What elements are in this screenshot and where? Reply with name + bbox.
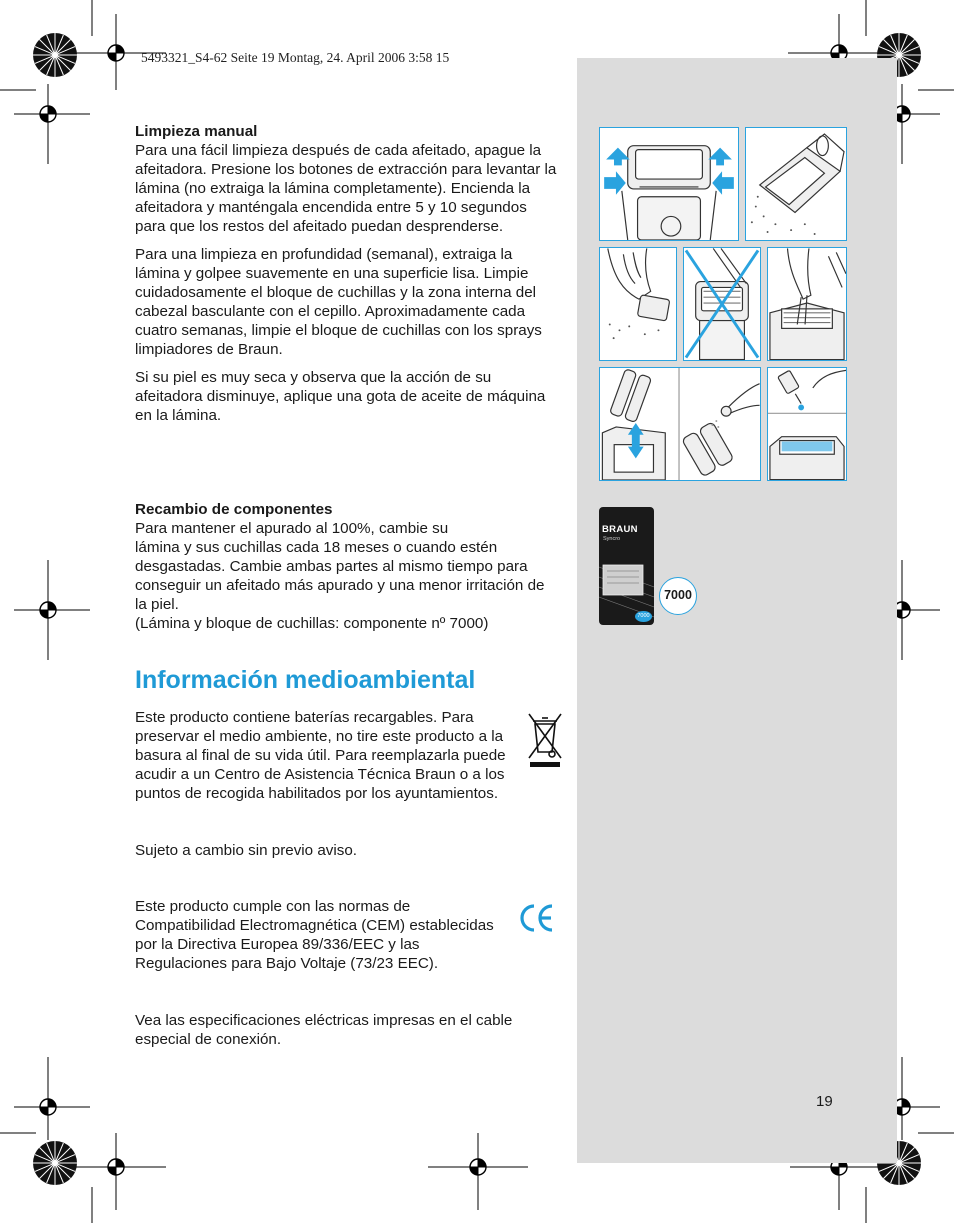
manual-cleaning-heading: Limpieza manual [135,123,258,140]
replacement-part-package [599,507,654,625]
notice-text: Sujeto a cambio sin previo aviso. [135,842,358,859]
illustration-spray-cutter [599,367,761,481]
illustration-release-foil [599,127,739,241]
environment-paragraph: Este producto contiene baterías recargables. Para preservar el medio ambiente, no tire este producto a la basura al final de su vida útil. Para reemplazarla puede acudir a un Centro de Asistencia Técnica Braun o a los puntos de recogida habilitados por los ayuntamientos. [135,709,506,802]
ce-mark-icon [516,898,556,938]
environment-section [135,708,565,803]
manual-cleaning-paragraph-1: Para una fácil limpieza después de cada afeitado, apague la afeitadora. Presione los botones de extracción para levantar la lámina (no extraiga la lámina completamente). Encienda la afeitadora y manténgala encendida entre 5 y 10 segundos para que los restos del afeitado puedan desprenderse. [135,142,557,235]
manual-cleaning-section [135,122,560,425]
ce-compliance-text: Este producto cumple con las normas de Compatibilidad Electromagnética (CEM) establecidas por la Directiva Europea 89/336/EEC y las Regulaciones para Bajo Voltaje (73/23 EEC). [135,898,494,972]
manual-cleaning-paragraph-2: Para una limpieza en profundidad (semanal), extraiga la lámina y golpee suavemente en una superficie lisa. Limpie cuidadosamente el bloque de cuchillas y la zona interna del cabezal basculante con el cepillo. Aproximadamente cada cuatro semanas, limpie el bloque de cuchillas con los sprays limpiadores de Braun. [135,246,542,358]
illustration-tap-foil [599,247,677,361]
illustration-brush-cutter [767,247,847,361]
illustration-oil-drop [767,367,847,481]
illustration-do-not-brush-foil [683,247,761,361]
package-part-badge: 7000 [635,611,652,622]
environment-heading: Información medioambiental [135,666,476,694]
package-brand-logo: BRAUN [602,524,638,535]
replacement-heading: Recambio de componentes [135,501,333,518]
page-number: 19 [816,1093,833,1110]
replacement-line-2: lámina y sus cuchillas cada 18 meses o cuando estén desgastadas. Cambie ambas partes al mismo tiempo para conseguir un afeitado más apurado y una menor irritación de la piel. [135,539,545,613]
replacement-part-number: (Lámina y bloque de cuchillas: componente nº 7000) [135,615,489,632]
manual-cleaning-paragraph-3: Si su piel es muy seca y observa que la acción de su afeitadora disminuye, aplique una gota de aceite de máquina en la lámina. [135,369,546,424]
replacement-section [135,500,560,633]
package-series-label: Syncro [603,536,621,542]
illustration-shaver-running [745,127,847,241]
part-number-callout: 7000 [659,577,697,615]
print-slug-line: 5493321_S4-62 Seite 19 Montag, 24. April 2006 3:58 15 [141,50,450,65]
wheelie-bin-crossed-icon [525,710,565,768]
electrical-specs-text: Vea las especificaciones eléctricas impresas en el cable especial de conexión. [135,1012,513,1048]
replacement-line-1: Para mantener el apurado al 100%, cambie su [135,520,449,537]
